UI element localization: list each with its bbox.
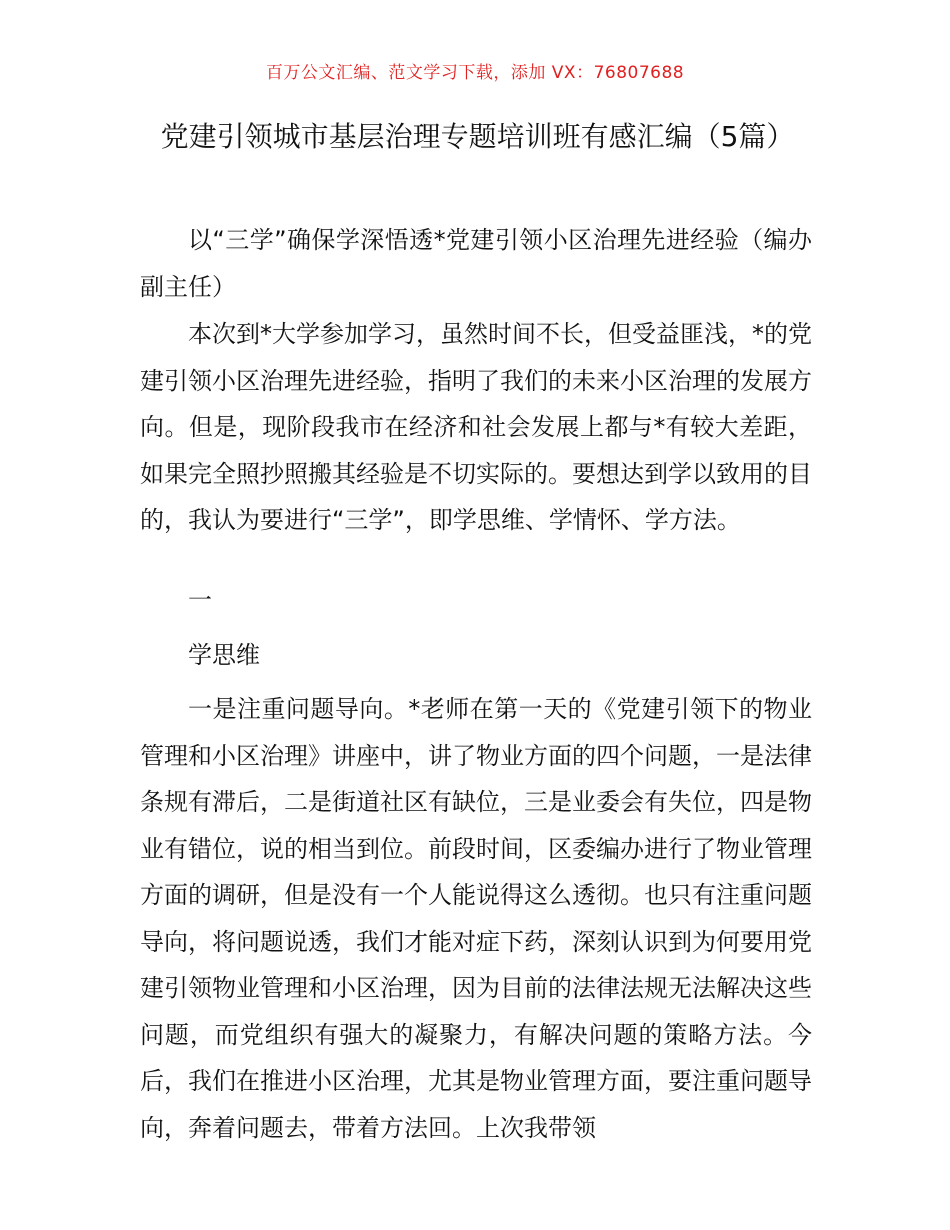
section-heading: 学思维 [188, 641, 260, 669]
promo-banner: 百万公文汇编、范文学习下载，添加 VX：76807688 [265, 63, 685, 83]
article-subtitle: 以“三学”确保学深悟透*党建引领小区治理先进经验（编办副主任） [140, 226, 812, 301]
paragraph-intro: 本次到*大学参加学习，虽然时间不长，但受益匪浅，*的党建引领小区治理先进经验，指明了我们的未来小区治理的发展方向。但是，现阶段我市在经济和社会发展上都与*有较大差距，如果完全照抄照搬其经验是不切实际的。要想达到学以致用的目的，我认为要进行“三学”，即学思维、学情怀、学方法。 [140, 320, 812, 534]
paragraph-problem-orientation: 一是注重问题导向。*老师在第一天的《党建引领下的物业管理和小区治理》讲座中，讲了物业方面的四个问题，一是法律条规有滞后，二是街道社区有缺位，三是业委会有失位，四是物业有错位，说的相当到位。前段时间，区委编办进行了物业管理方面的调研，但是没有一个人能说得这么透彻。也只有注重问题导向，将问题说透，我们才能对症下药，深刻认识到为何要用党建引领物业管理和小区治理，因为目前的法律法规无法解决这些问题，而党组织有强大的凝聚力，有解决问题的策略方法。今后，我们在推进小区治理，尤其是物业管理方面，要注重问题导向，奔着问题去，带着方法回。上次我带领 [140, 695, 812, 1142]
document-title: 党建引领城市基层治理专题培训班有感汇编（5篇） [160, 120, 795, 153]
section-number: 一 [188, 586, 212, 614]
